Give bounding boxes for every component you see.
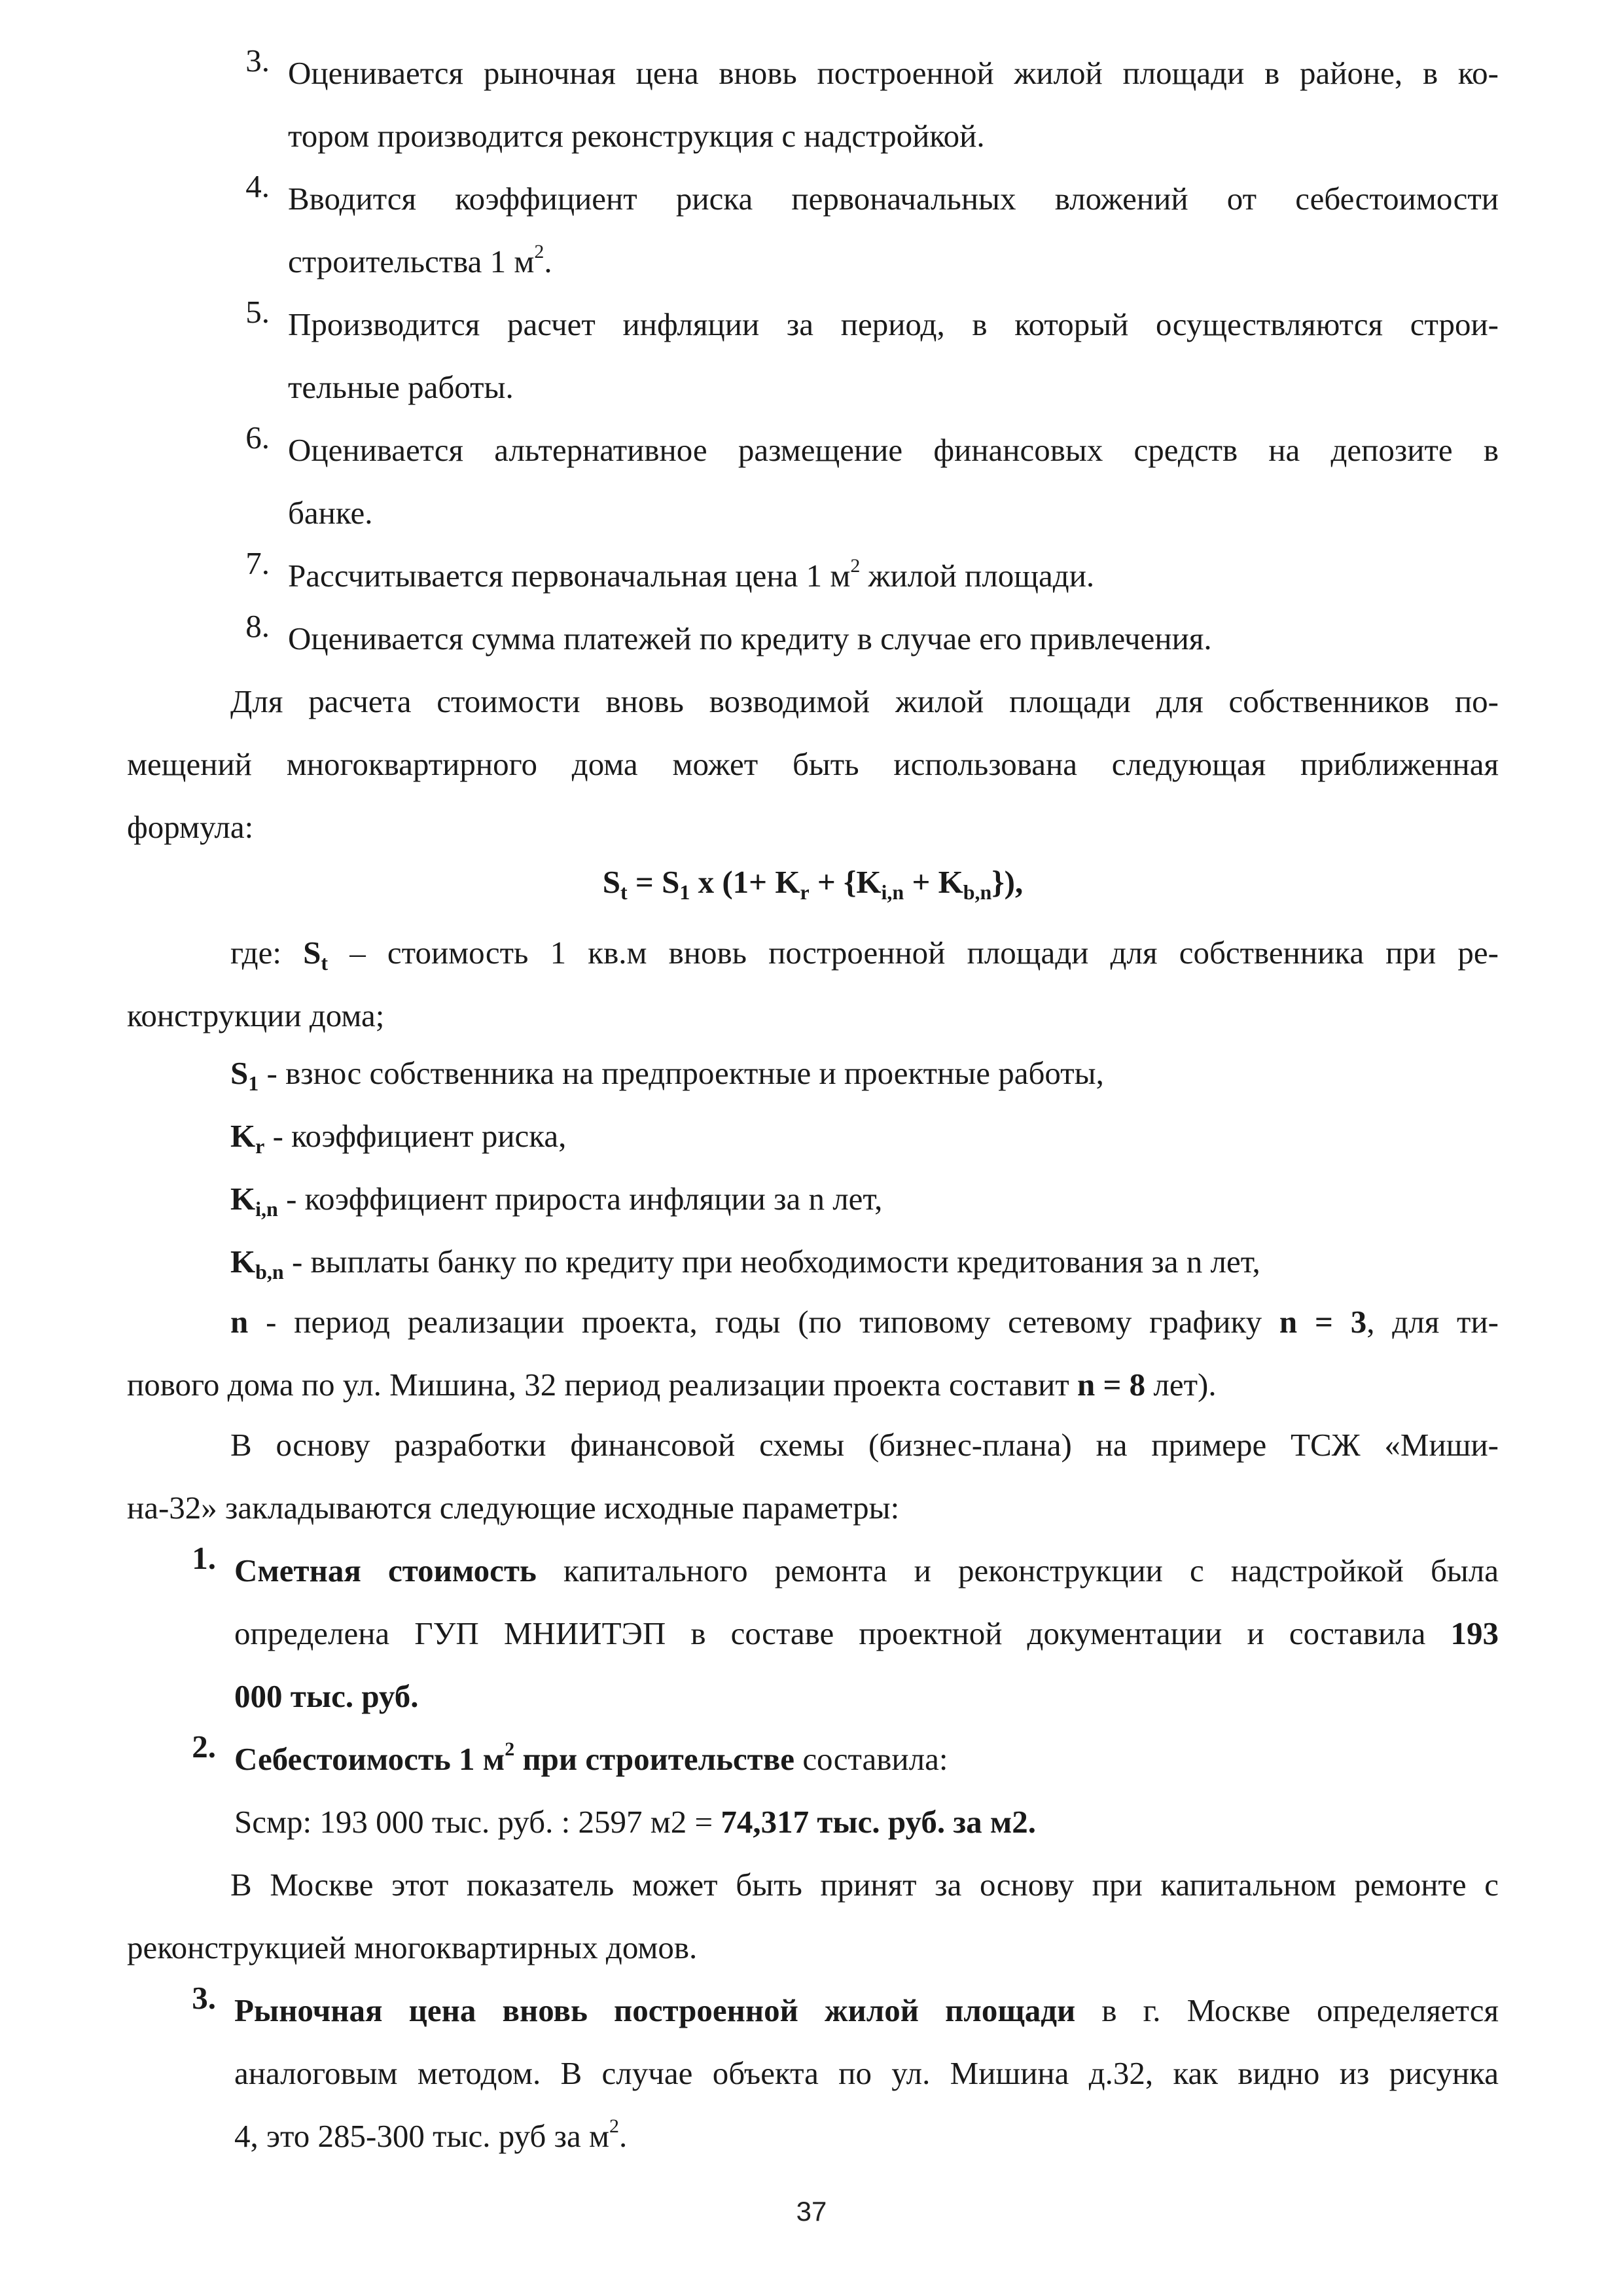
formula <box>127 851 1499 914</box>
intro-paragraph <box>127 670 1499 859</box>
param-item-2 <box>177 1728 1499 1854</box>
list-number: 2. <box>192 1729 216 1765</box>
text-line: Для расчета стоимости вновь возводимой жилой площади для собственников по- <box>230 683 1499 719</box>
text-line: Оценивается сумма платежей по кредиту в случае его привлечения. <box>288 620 1212 656</box>
text-line: В Москве этот показатель может быть принят за основу при капитальном ремонте с <box>230 1867 1499 1903</box>
where-paragraph <box>127 922 1499 1047</box>
param-item-3 <box>177 1979 1499 2168</box>
list-number: 1. <box>192 1540 216 1576</box>
text-line: Оценивается альтернативное размещение финансовых средств на депозите в <box>288 432 1499 468</box>
text-line: 000 тыс. руб. <box>234 1678 419 1714</box>
text-line: тором производится реконструкция с надстройкой. <box>288 118 985 154</box>
definitions <box>127 1042 1499 1293</box>
list-item-3 <box>230 42 1499 168</box>
list-number: 8. <box>245 608 270 644</box>
definition-kin: $K_{i,n}$ - коэффициент прироста инфляции за n лет, <box>230 1181 883 1221</box>
text-line: Производится расчет инфляции за период, в который осуществляются строи- <box>288 306 1499 342</box>
moscow-paragraph <box>127 1854 1499 1979</box>
list-number: 7. <box>245 545 270 581</box>
list-item-7 <box>230 545 1499 607</box>
text-line: 4, это 285-300 тыс. руб за $м^2$. <box>234 2115 628 2154</box>
list-item-8 <box>230 607 1499 670</box>
list-number: 3. <box>192 1980 216 2016</box>
definition-kbn: $K_{b,n}$ - выплаты банку по кредиту при необходимости кредитования за n лет, <box>230 1244 1260 1283</box>
text-line: определена ГУП МНИИТЭП в составе проектной документации и составила 193 <box>234 1615 1499 1651</box>
text-line: Вводится коэффициент риска первоначальных вложений от себестоимости <box>288 181 1499 217</box>
text-line: Рыночная цена вновь построенной жилой площади в г. Москве определяется <box>234 1992 1499 2028</box>
list-number: 6. <box>245 420 270 456</box>
list-number: 4. <box>245 168 270 204</box>
text-line: банке. <box>288 495 373 531</box>
list-item-6 <box>230 419 1499 545</box>
definition-s1: $S_1$ - взнос собственника на предпроектные и проектные работы, <box>230 1055 1104 1095</box>
text-line: Себестоимость 1 $м^2$ при строительстве составила: <box>234 1738 948 1777</box>
text-line: n - период реализации проекта, годы (по типовому сетевому графику n = 3, для ти- <box>230 1304 1499 1340</box>
formula-line: $S_t = S_1$ х $(1+ K_r + \{K_{i,n} + K_{b,n}\})$, <box>602 864 1024 904</box>
text-line: конструкции дома; <box>127 997 385 1033</box>
list-number: 3. <box>245 43 270 79</box>
text-line: Сметная стоимость капитального ремонта и реконструкции с надстройкой была <box>234 1552 1499 1588</box>
definition-kr: $K_r$ - коэффициент риска, <box>230 1118 567 1158</box>
text-line: Оценивается рыночная цена вновь построенной жилой площади в районе, в ко- <box>288 55 1499 91</box>
text-line: где: $S_t$ – стоимость 1 кв.м вновь построенной площади для собственника при ре- <box>230 935 1499 975</box>
basis-paragraph <box>127 1414 1499 1539</box>
text-line: В основу разработки финансовой схемы (бизнес-плана) на примере ТСЖ «Миши- <box>230 1427 1499 1463</box>
list-item-5 <box>230 293 1499 419</box>
text-line: на-32» закладываются следующие исходные параметры: <box>127 1490 900 1526</box>
text-line: формула: <box>127 809 254 845</box>
text-line: Рассчитывается первоначальная цена 1 $м^2$ жилой площади. <box>288 555 1095 594</box>
text-line: тельные работы. <box>288 369 514 405</box>
text-line: Sсмр: 193 000 тыс. руб. : 2597 м2 = 74,317 тыс. руб. за м2. <box>234 1804 1036 1840</box>
text-line: аналоговым методом. В случае объекта по ул. Мишина д.32, как видно из рисунка <box>234 2055 1499 2091</box>
param-item-1 <box>177 1539 1499 1728</box>
text-line: реконструкцией многоквартирных домов. <box>127 1929 698 1965</box>
page-number: 37 <box>796 2196 827 2227</box>
text-line: мещений многоквартирного дома может быть использована следующая приближенная <box>127 746 1499 782</box>
list-item-4 <box>230 168 1499 293</box>
list-number: 5. <box>245 294 270 330</box>
text-line: строительства 1 $м^2$. <box>288 241 552 279</box>
period-paragraph <box>127 1291 1499 1416</box>
text-line: пового дома по ул. Мишина, 32 период реализации проекта составит n = 8 лет). <box>127 1367 1217 1403</box>
